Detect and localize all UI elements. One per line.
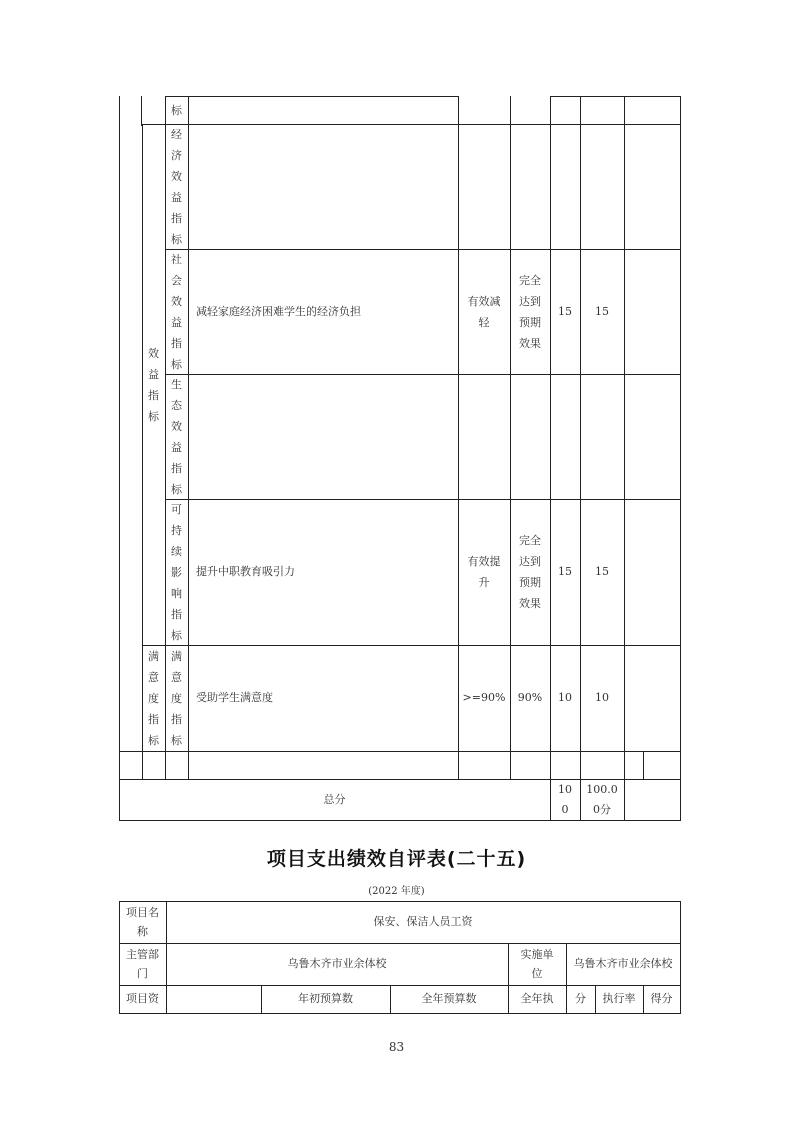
satisfaction-weight: 10 [558, 691, 572, 704]
sustainable-impact-indicator: 提升中职教育吸引力 [196, 565, 295, 578]
satisfaction-type: 满 意 度 指 标 [171, 649, 182, 747]
satisfaction-indicator: 受助学生满意度 [196, 691, 273, 704]
social-benefit-indicator: 减轻家庭经济困难学生的经济负担 [196, 304, 361, 318]
page-number: 83 [388, 1040, 405, 1054]
ecological-benefit-type: 生 态 效 益 指 标 [171, 377, 182, 496]
project-name-label: 项目名 称 [126, 906, 159, 938]
implementing-unit-label: 实施单 位 [520, 948, 554, 980]
social-benefit-actual: 完全 达到 预期 效果 [519, 273, 541, 350]
header-execution-rate: 执行率 [602, 992, 636, 1005]
sustainable-impact-type: 可 持 续 影 响 指 标 [171, 502, 182, 642]
satisfaction-group-label: 满 意 度 指 标 [148, 649, 159, 747]
implementing-unit-value: 乌鲁木齐市业余体校 [573, 957, 673, 970]
report-year: (2022 年度) [368, 886, 425, 897]
social-benefit-type: 社 会 效 益 指 标 [171, 252, 182, 371]
satisfaction-score: 10 [595, 691, 609, 704]
header-project-funds: 项目资 [126, 992, 159, 1005]
sustainable-impact-weight: 15 [558, 565, 572, 578]
satisfaction-actual: 90% [517, 691, 543, 704]
total-score: 100.0 0分 [586, 783, 618, 816]
sustainable-impact-target: 有效提 升 [467, 555, 501, 589]
header-annual-budget: 全年预算数 [421, 992, 477, 1005]
total-label: 总分 [323, 793, 346, 806]
benefit-group-label: 效 益 指 标 [148, 346, 159, 423]
social-benefit-target: 有效减 轻 [467, 294, 501, 329]
header-initial-budget: 年初预算数 [298, 992, 353, 1005]
total-weight: 10 0 [558, 783, 572, 816]
economic-benefit-type: 经 济 效 益 指 标 [171, 127, 182, 246]
sustainable-impact-actual: 完全 达到 预期 效果 [519, 534, 541, 610]
project-name-value: 保安、保洁人员工资 [373, 915, 473, 928]
department-value: 乌鲁木齐市业余体校 [287, 957, 387, 970]
header-points: 分 [575, 992, 586, 1005]
social-benefit-weight: 15 [558, 304, 572, 318]
sustainable-impact-score: 15 [595, 565, 609, 578]
social-benefit-score: 15 [595, 304, 609, 318]
page-title: 项目支出绩效自评表(二十五) [266, 848, 527, 870]
header-score: 得分 [650, 992, 673, 1005]
top-fragment-label: 标 [171, 103, 182, 117]
header-annual-execution: 全年执 [520, 992, 554, 1005]
department-label: 主管部 门 [126, 948, 159, 980]
satisfaction-target: >=90% [462, 691, 506, 704]
